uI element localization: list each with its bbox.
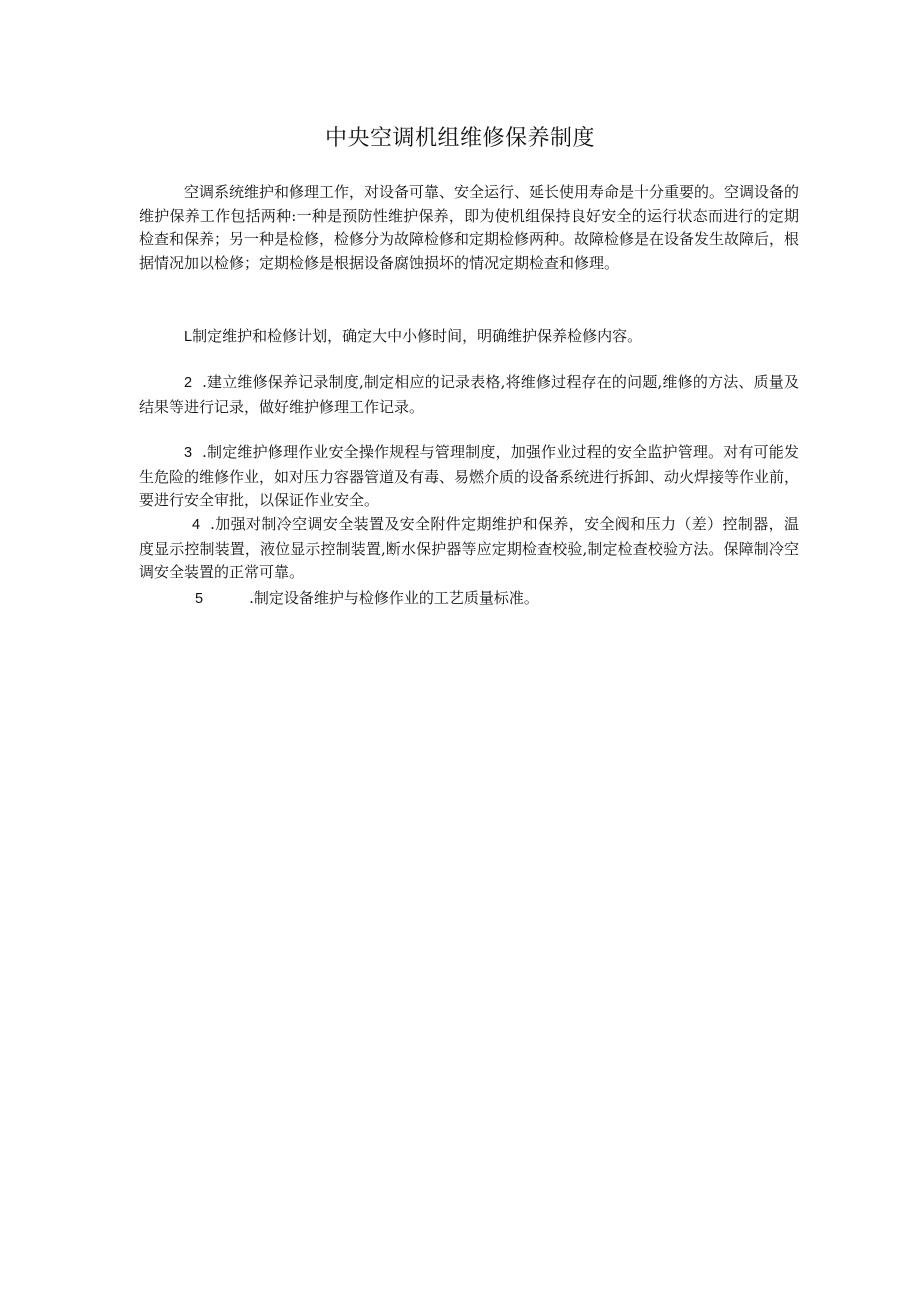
item-text: .加强对制冷空调安全装置及安全附件定期维护和保养，安全阀和压力（差）控制器，温度显示控制装置，液位显示控制装置,断水保护器等应定期检查校验,制定检查校验方法。保障制冷空调安全装置的正常可靠。 [139,515,799,582]
item-number: 5 [195,591,204,607]
list-item [139,513,799,585]
item-number: 2 [184,375,193,391]
item-text: .制定维护修理作业安全操作规程与管理制度，加强作业过程的安全监护管理。对有可能发生危险的维修作业，如对压力容器管道及有毒、易燃介质的设备系统进行拆卸、动火焊接等作业前，要进行安全审批，以保证作业安全。 [139,443,800,510]
item-number: 4 [192,517,201,533]
item-text: .制定设备维护与检修作业的工艺质量标准。 [249,589,539,607]
item-number: 3 [184,445,193,461]
list-item [139,325,799,350]
list-item [139,587,799,612]
item-text: .建立维修保养记录制度,制定相应的记录表格,将维修过程存在的问题,维修的方法、质量及结果等进行记录，做好维护修理工作记录。 [139,373,799,416]
document-title: 中央空调机组维修保养制度 [324,126,595,151]
list-item [139,441,799,513]
item-text: 制定维护和检修计划，确定大中小修时间，明确维护保养检修内容。 [192,327,643,345]
item-number: L [184,329,193,345]
list-item [139,371,799,419]
intro-paragraph: 空调系统维护和修理工作，对设备可靠、安全运行、延长使用寿命是十分重要的。空调设备的维护保养工作包括两种:一种是预防性维护保养，即为使机组保持良好安全的运行状态而进行的定期检查和保养；另一种是检修，检修分为故障检修和定期检修两种。故障检修是在设备发生故障后，根据情况加以检修；定期检修是根据设备腐蚀损坏的情况定期检查和修理。 [139,183,800,272]
